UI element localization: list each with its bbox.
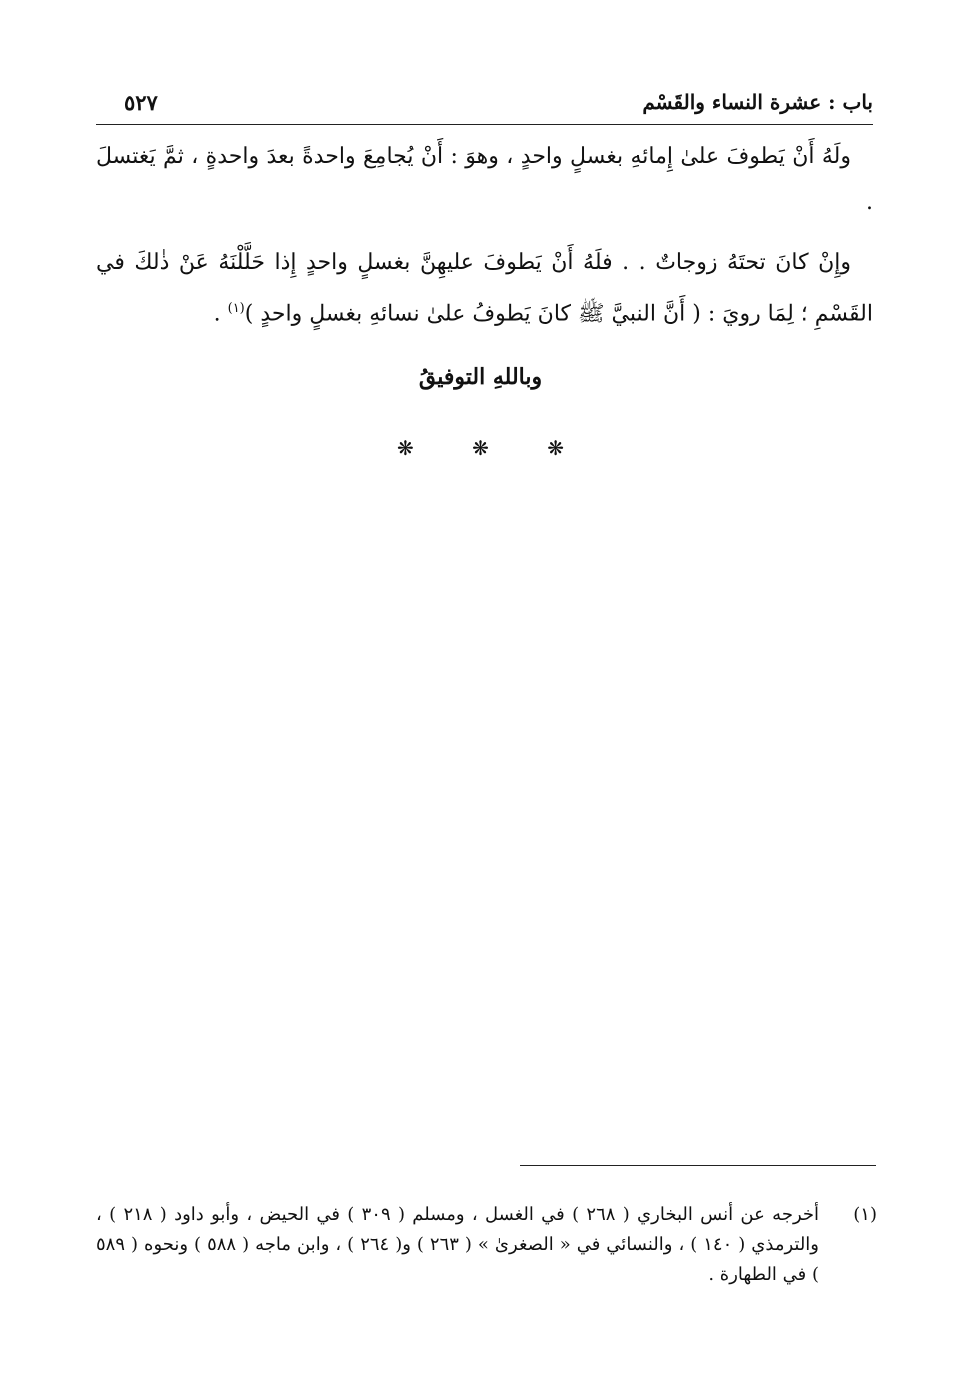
running-head: باب : عشرة النساء والقَسْم xyxy=(642,90,873,114)
footnote-reference[interactable]: (١) xyxy=(227,301,245,316)
paragraph-2-end: . xyxy=(213,301,228,327)
paragraph-1: ولَهُ أَنْ يَطوفَ علىٰ إِمائهِ بغسلٍ واحدٍ ، وهوَ : أَنْ يُجامِعَ واحدةً بعدَ واحدةٍ ، ثمَّ يَغتسلَ . xyxy=(96,144,873,215)
footnote-divider xyxy=(520,1165,876,1166)
footnote-marker: (١) xyxy=(853,1204,877,1225)
paragraph-2 xyxy=(96,240,873,337)
section-separator: ❋ ❋ ❋ xyxy=(397,436,590,460)
main-text xyxy=(96,134,873,351)
footnote-item xyxy=(96,1200,877,1290)
footnotes xyxy=(96,1200,877,1290)
page-header xyxy=(96,84,873,125)
closing-phrase: وباللهِ التوفيقُ xyxy=(418,364,543,390)
footnote-text: أخرجه عن أنس البخاري ( ٢٦٨ ) في الغسل ، ومسلم ( ٣٠٩ ) في الحيض ، وأبو داود ( ٢١٨ ) ، والترمذي ( ١٤٠ ) ، والنسائي في « الصغرىٰ » ( ٢٦٣ ) و( ٢٦٤ ) ، وابن ماجه ( ٥٨٨ ) ونحوه ( ٥٨٩ ) في الطهارة . xyxy=(96,1204,820,1285)
paragraph-2-text: وإِنْ كانَ تحتَهُ زوجاتٌ . . فلَهُ أَنْ يَطوفَ عليهِنَّ بغسلٍ واحدٍ إِذا حَلَّلْنَهُ عَنْ ذٰلكَ في القَسْمِ ؛ لِمَا رويَ : ( أَنَّ النبيَّ ﷺ كانَ يَطوفُ علىٰ نسائهِ بغسلٍ واحدٍ ) xyxy=(96,250,873,327)
page-number: ٥٢٧ xyxy=(124,90,158,115)
